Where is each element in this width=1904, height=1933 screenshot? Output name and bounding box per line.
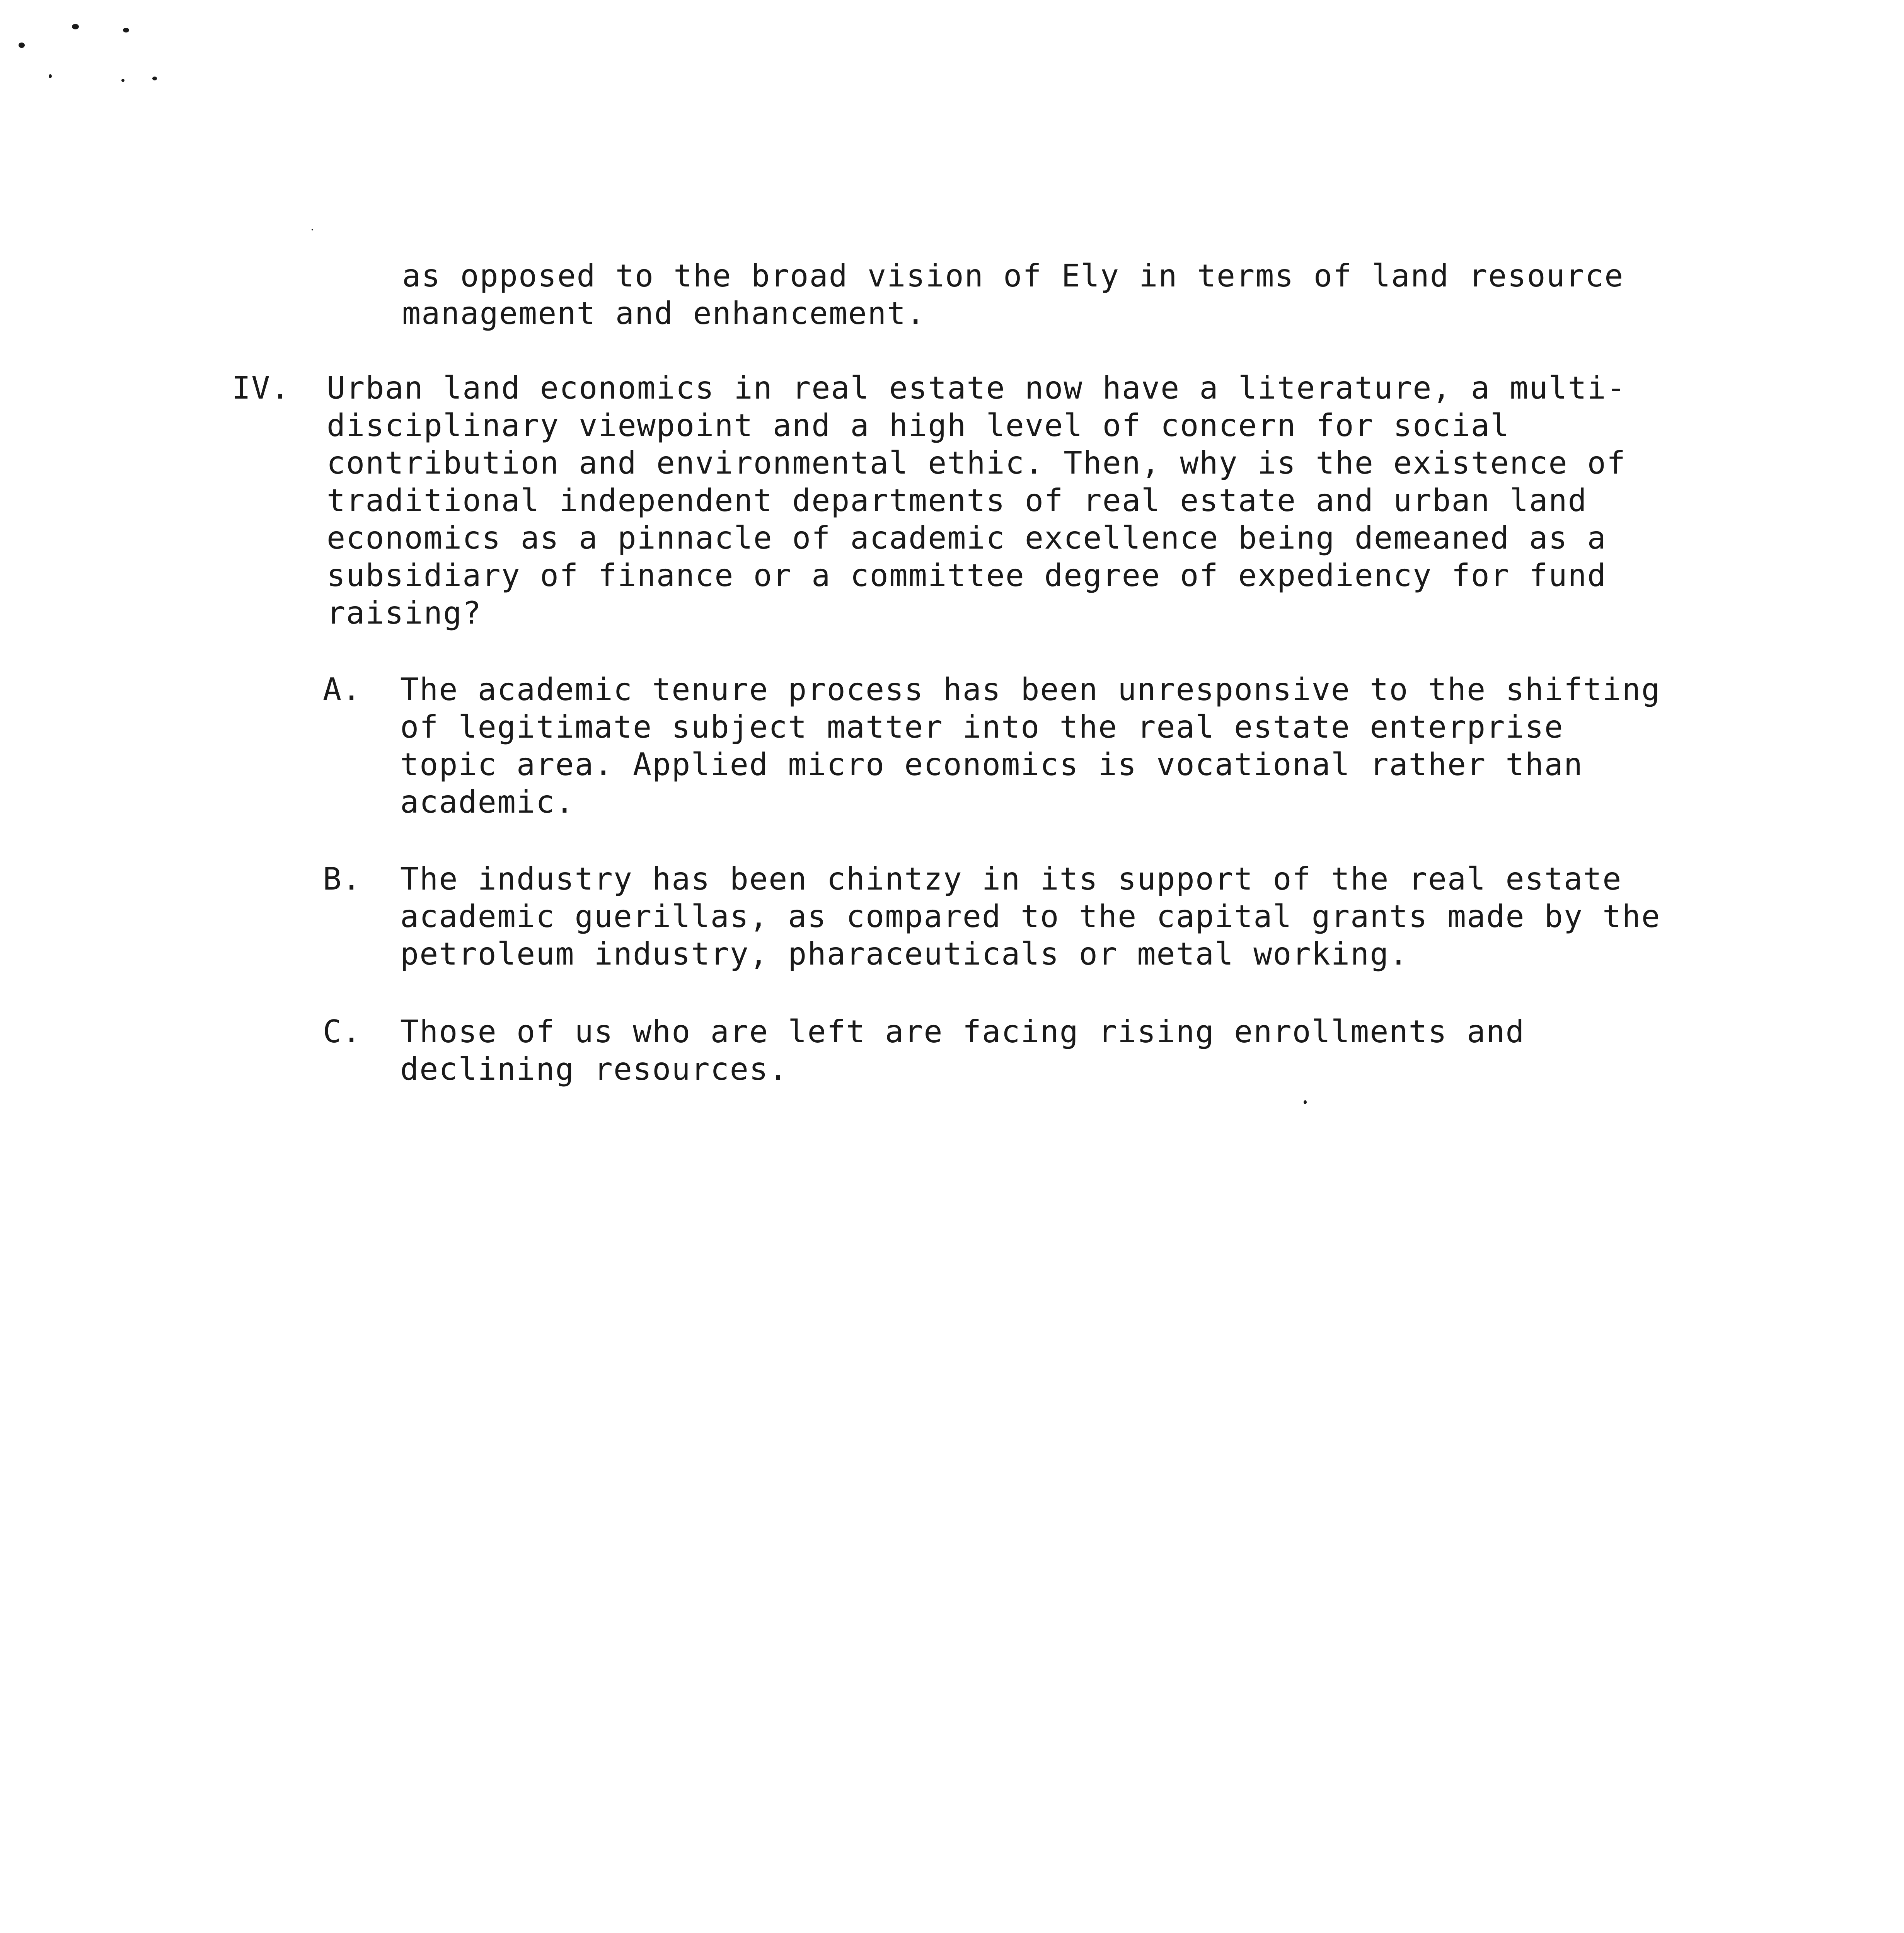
section-iv-paragraph: Urban land economics in real estate now have a literature, a multi- disciplinary viewpoint and a high level of concern for social contribution and environmental ethic. Then, why is the existence of traditional independent departments of real estate and urban land economics as a pinnacle of academic excellence being demeaned as a subsidiary of finance or a committee degree of expediency for fund raising? — [327, 370, 1626, 631]
item-a-marker: A. — [323, 672, 362, 707]
item-b-paragraph: The industry has been chintzy in its support of the real estate academic guerillas, as compared to the capital grants made by the petroleum industry, pharaceuticals or metal working. — [400, 861, 1661, 972]
scan-speck — [312, 229, 313, 230]
scan-speck — [72, 24, 79, 29]
item-c-marker: C. — [323, 1014, 362, 1050]
item-c-paragraph: Those of us who are left are facing rising enrollments and declining resources. — [400, 1014, 1525, 1087]
scan-speck — [121, 79, 124, 82]
scan-speck — [1304, 1100, 1307, 1104]
scan-speck — [49, 74, 52, 78]
scan-speck — [123, 28, 129, 32]
item-a-paragraph: The academic tenure process has been unresponsive to the shifting of legitimate subject matter into the real estate enterprise topic area. Applied micro economics is vocational rather than academic. — [400, 672, 1661, 820]
continuation-paragraph: as opposed to the broad vision of Ely in terms of land resource management and enhancement. — [402, 258, 1624, 331]
section-iv-marker: IV. — [232, 370, 290, 406]
item-b-marker: B. — [323, 861, 362, 897]
scan-speck — [19, 43, 25, 48]
scan-speck — [152, 77, 157, 80]
